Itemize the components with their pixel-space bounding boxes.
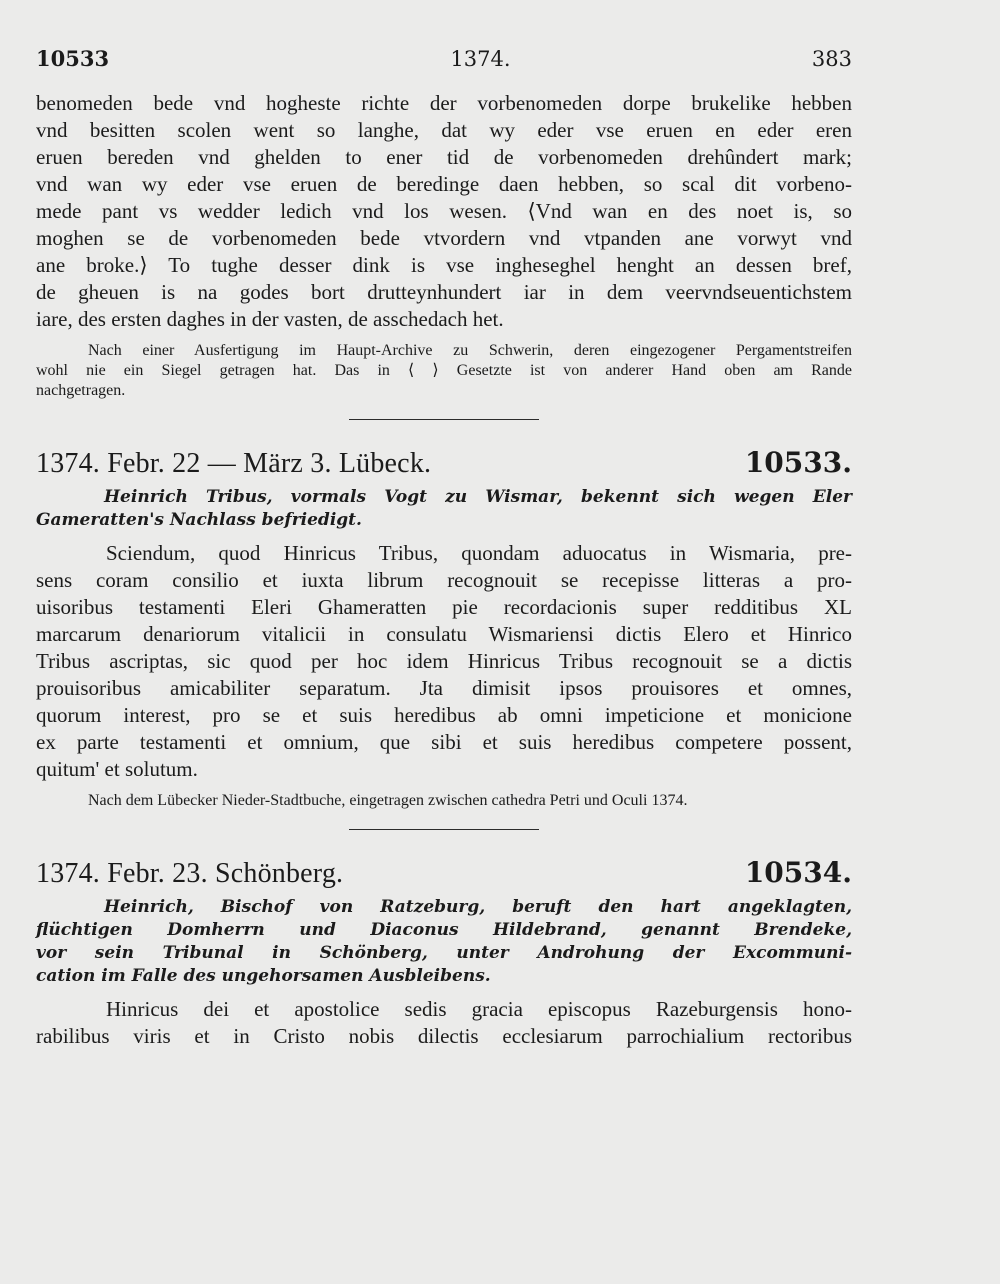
summary-line: vor sein Tribunal in Schönberg, unter Androhung der Excommuni- xyxy=(36,943,852,963)
text-line: quorum interest, pro se et suis heredibus ab omni impeticione et monicione xyxy=(36,703,852,727)
header-document-number: 10533 xyxy=(36,46,110,71)
text-line: quitum' et solutum. xyxy=(36,757,198,781)
text-line: mede pant vs wedder ledich vnd los wesen. ⟨Vnd wan en des noet is, so xyxy=(36,199,852,223)
entry-heading xyxy=(36,856,852,890)
note-line: Nach einer Ausfertigung im Haupt-Archive zu Schwerin, deren eingezogener Pergamentstreifen xyxy=(88,342,852,359)
text-line: ex parte testamenti et omnium, que sibi et suis heredibus competere possent, xyxy=(36,730,852,754)
text-line: Sciendum, quod Hinricus Tribus, quondam aduocatus in Wismaria, pre- xyxy=(106,541,852,565)
source-note xyxy=(36,791,852,811)
text-line: vnd wan wy eder vse eruen de beredinge daen hebben, so scal dit vorbeno- xyxy=(36,172,852,196)
text-line: ane broke.⟩ To tughe desser dink is vse ingheseghel henght an dessen bref, xyxy=(36,253,852,277)
entry-heading xyxy=(36,446,852,480)
entry-summary xyxy=(36,486,852,532)
document-page xyxy=(36,42,852,1050)
text-line: benomeden bede vnd hogheste richte der vorbenomeden dorpe brukelike hebben xyxy=(36,91,852,115)
section-divider xyxy=(349,829,539,830)
note-line: nachgetragen. xyxy=(36,382,126,399)
entry-number: 10534. xyxy=(744,856,852,889)
running-header xyxy=(36,42,852,76)
entry-date: 1374. Febr. 22 — März 3. Lübeck. xyxy=(36,448,432,479)
text-line: eruen bereden vnd ghelden to ener tid de vorbenomeden drehûndert mark; xyxy=(36,145,852,169)
note-line: Nach dem Lübecker Nieder-Stadtbuche, eingetragen zwischen cathedra Petri und Oculi 1374. xyxy=(88,792,688,809)
text-line: de gheuen is na godes bort drutteynhundert iar in dem veervndseuentichstem xyxy=(36,280,852,304)
header-year: 1374. xyxy=(450,47,511,71)
summary-line: Heinrich Tribus, vormals Vogt zu Wismar, bekennt sich wegen Eler xyxy=(104,487,852,507)
text-line: marcarum denariorum vitalicii in consulatu Wismariensi dictis Elero et Hinrico xyxy=(36,622,852,646)
summary-line: cation im Falle des ungehorsamen Ausbleibens. xyxy=(36,966,491,986)
entry-summary xyxy=(36,896,852,988)
text-line: Tribus ascriptas, sic quod per hoc idem Hinricus Tribus recognouit se a dictis xyxy=(36,649,852,673)
text-line: Hinricus dei et apostolice sedis gracia episcopus Razeburgensis hono- xyxy=(106,997,852,1021)
text-line: vnd besitten scolen went so langhe, dat wy eder vse eruen en eder eren xyxy=(36,118,852,142)
text-line: uisoribus testamenti Eleri Ghameratten pie recordacionis super redditibus XL xyxy=(36,595,852,619)
continuation-text xyxy=(36,90,852,333)
text-line: iare, des ersten daghes in der vasten, de asschedach het. xyxy=(36,307,504,331)
entry-text xyxy=(36,540,852,783)
text-line: moghen se de vorbenomeden bede vtvordern vnd vtpanden ane vorwyt vnd xyxy=(36,226,852,250)
entry-text xyxy=(36,996,852,1050)
summary-line: Gameratten's Nachlass befriedigt. xyxy=(36,510,362,530)
section-divider xyxy=(349,419,539,420)
header-page-number: 383 xyxy=(811,47,852,71)
entry-number: 10533. xyxy=(744,446,852,479)
text-line: prouisoribus amicabiliter separatum. Jta dimisit ipsos prouisores et omnes, xyxy=(36,676,852,700)
entry-date: 1374. Febr. 23. Schönberg. xyxy=(36,858,344,889)
note-line: wohl nie ein Siegel getragen hat. Das in ⟨ ⟩ Gesetzte ist von anderer Hand oben am Rande xyxy=(36,362,852,379)
source-note xyxy=(36,341,852,401)
text-line: sens coram consilio et iuxta librum recognouit se recepisse litteras a pro- xyxy=(36,568,852,592)
summary-line: Heinrich, Bischof von Ratzeburg, beruft den hart angeklagten, xyxy=(104,897,852,917)
summary-line: flüchtigen Domherrn und Diaconus Hildebrand, genannt Brendeke, xyxy=(36,920,852,940)
text-line: rabilibus viris et in Cristo nobis dilectis ecclesiarum parrochialium rectoribus xyxy=(36,1024,852,1048)
